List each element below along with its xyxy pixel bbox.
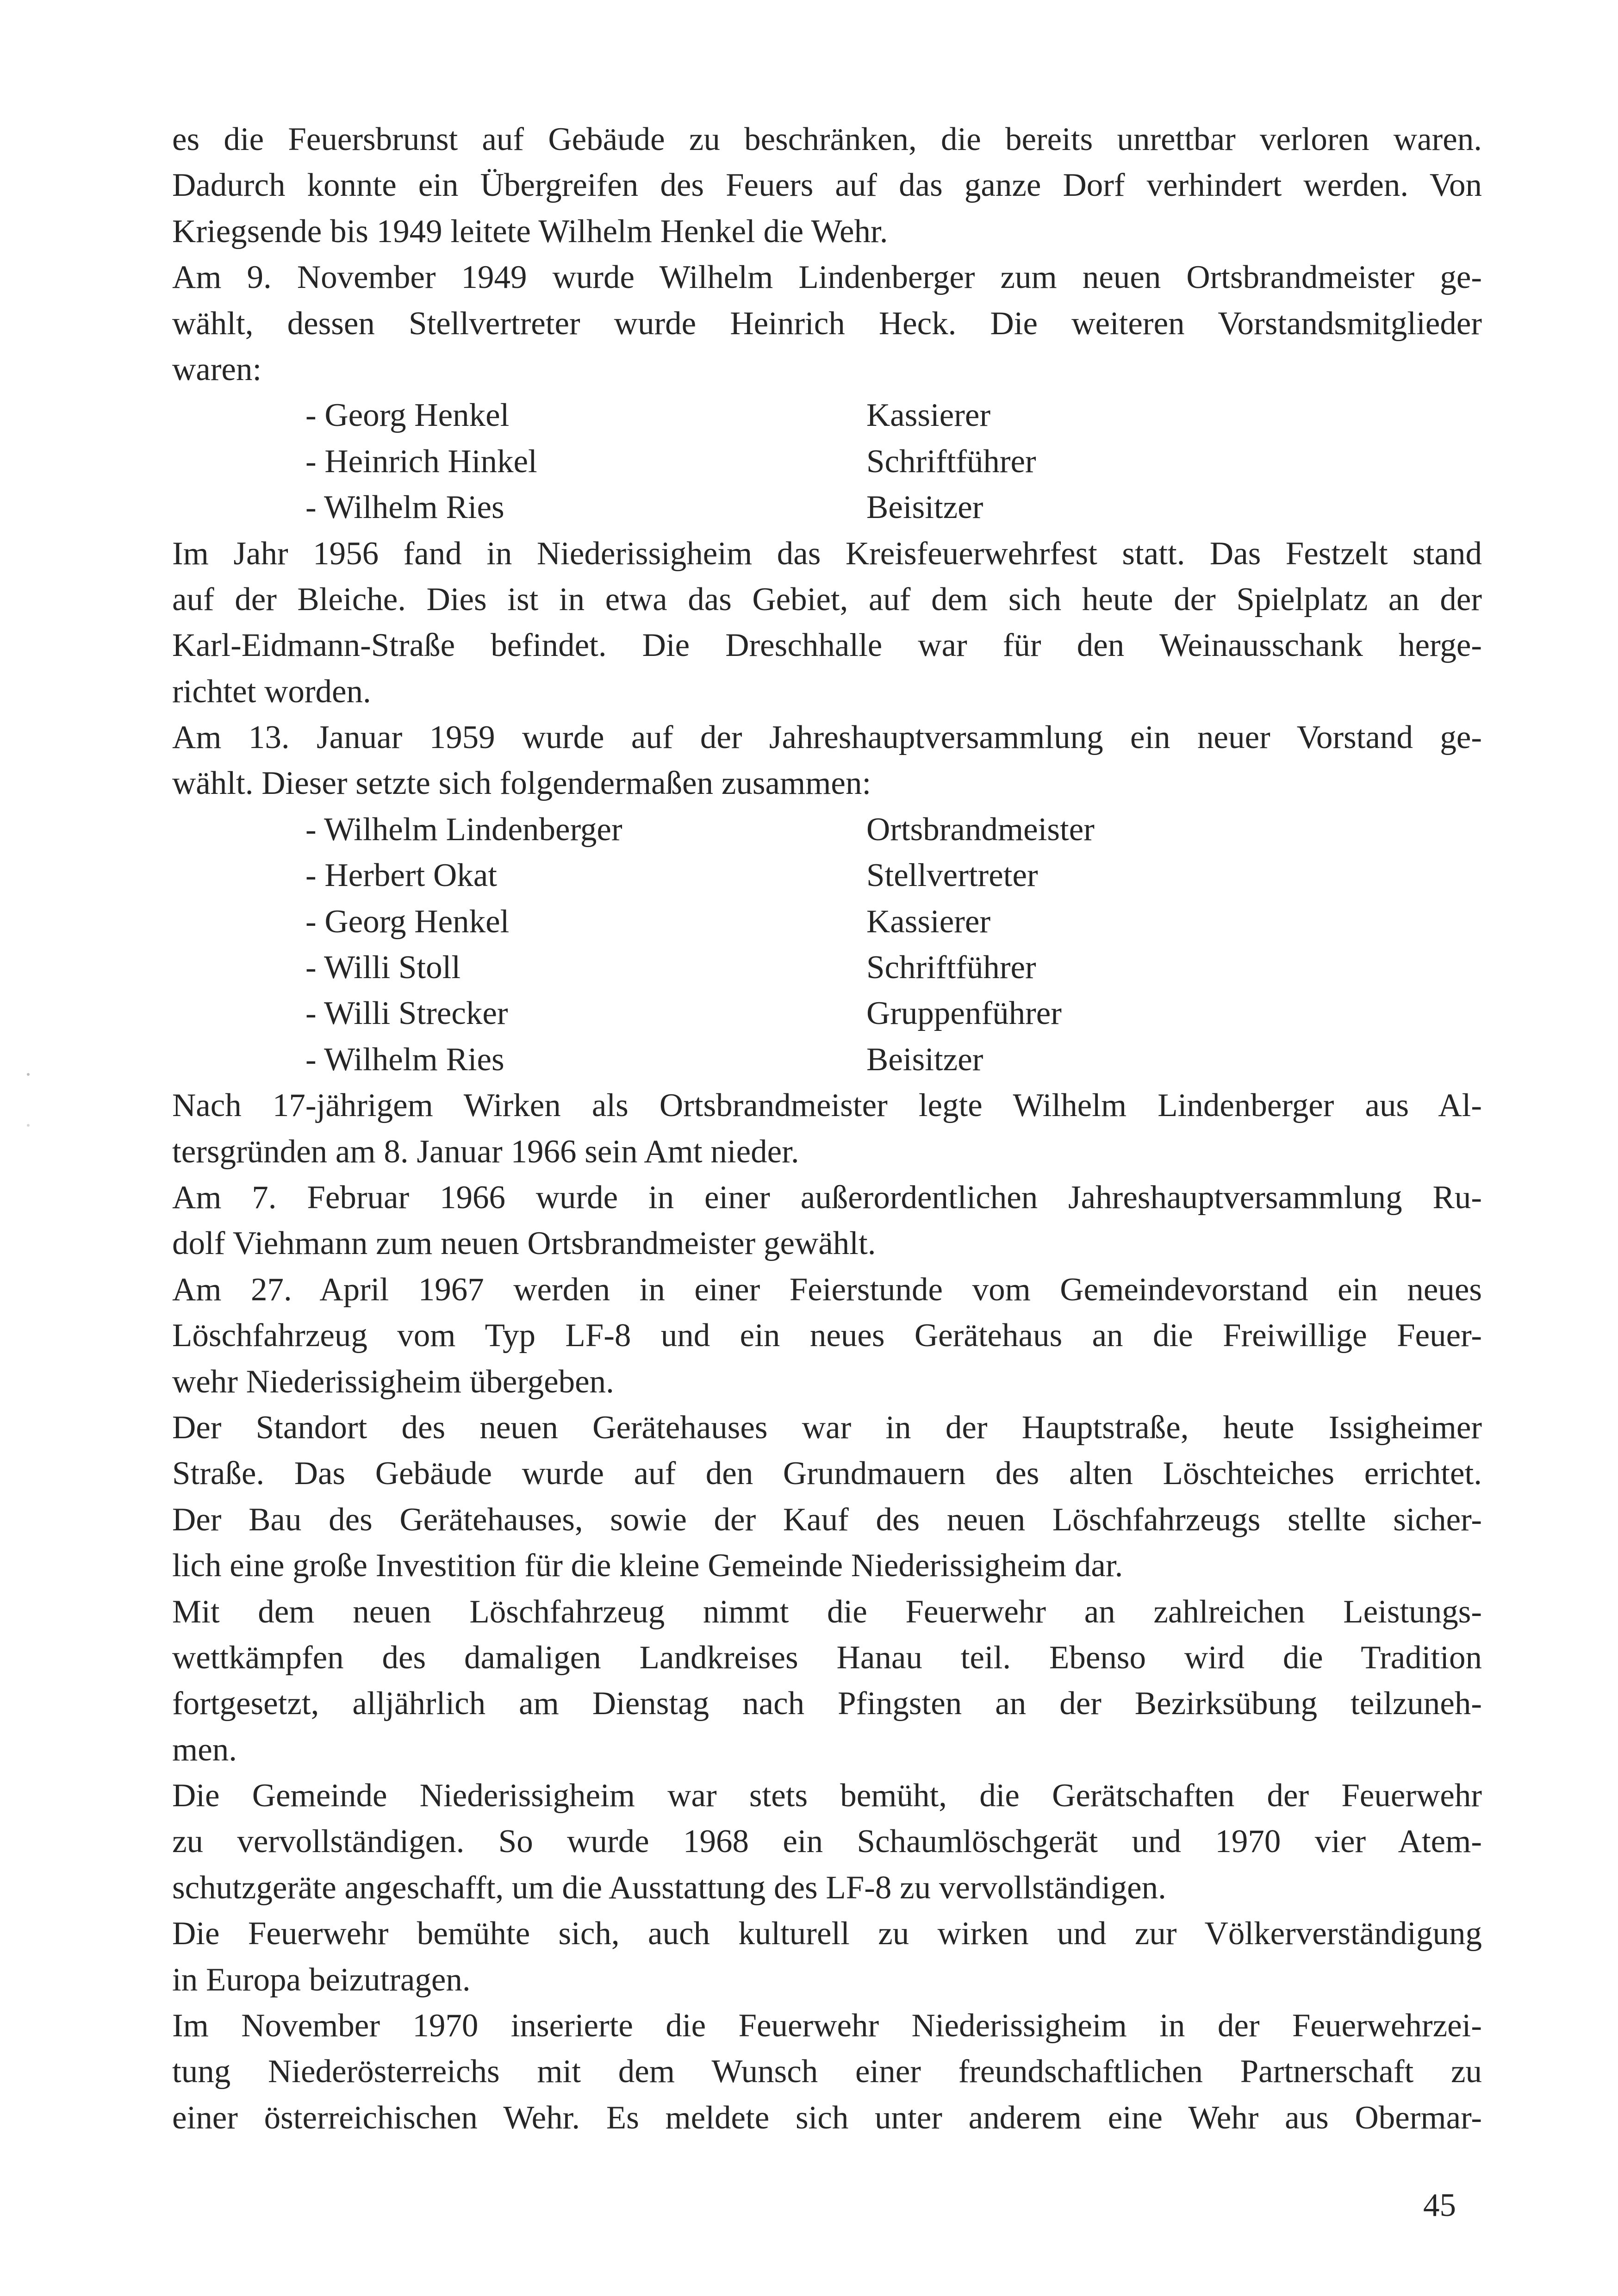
member-role: Gruppenführer bbox=[866, 995, 1062, 1032]
paragraph-block-1966-1970 bbox=[172, 1083, 1482, 2141]
text-line: Karl-Eidmann-Straße befindet. Die Dreschhalle war für den Weinausschank herge- bbox=[172, 627, 1482, 664]
member-name: - Herbert Okat bbox=[305, 857, 497, 894]
text-line: zu vervollständigen. So wurde 1968 ein Schaumlöschgerät und 1970 vier Atem- bbox=[172, 1823, 1482, 1860]
text-line: einer österreichischen Wehr. Es meldete sich unter anderem eine Wehr aus Obermar- bbox=[172, 2099, 1482, 2136]
text-line: tung Niederösterreichs mit dem Wunsch einer freundschaftlichen Partnerschaft zu bbox=[172, 2053, 1482, 2090]
member-name: - Wilhelm Ries bbox=[305, 489, 504, 526]
member-name: - Georg Henkel bbox=[305, 397, 510, 434]
member-role: Schriftführer bbox=[866, 443, 1036, 480]
text-line: in Europa beizutragen. bbox=[172, 1961, 471, 1998]
member-row bbox=[172, 899, 1482, 945]
member-role: Beisitzer bbox=[866, 1041, 983, 1078]
text-line: men. bbox=[172, 1731, 237, 1768]
text-line: Die Gemeinde Niederissigheim war stets bemüht, die Gerätschaften der Feuerwehr bbox=[172, 1778, 1482, 1814]
board-members-list-1959 bbox=[172, 807, 1482, 1083]
text-line: wehr Niederissigheim übergeben. bbox=[172, 1363, 614, 1400]
text-line: richtet worden. bbox=[172, 673, 371, 710]
text-line: Im Jahr 1956 fand in Niederissigheim das Kreisfeuerwehrfest statt. Das Festzelt stand bbox=[172, 535, 1482, 572]
board-members-list-1949 bbox=[172, 393, 1482, 530]
text-line: Der Bau des Gerätehauses, sowie der Kauf des neuen Löschfahrzeugs stellte sicher- bbox=[172, 1501, 1482, 1538]
member-row bbox=[172, 1037, 1482, 1083]
text-line: wählt. Dieser setzte sich folgendermaßen zusammen: bbox=[172, 765, 871, 802]
text-line: Kriegsende bis 1949 leitete Wilhelm Henkel die Wehr. bbox=[172, 213, 888, 250]
text-line: lich eine große Investition für die kleine Gemeinde Niederissigheim dar. bbox=[172, 1547, 1123, 1584]
text-line: Am 9. November 1949 wurde Wilhelm Lindenberger zum neuen Ortsbrandmeister ge- bbox=[172, 259, 1482, 296]
text-line: Löschfahrzeug vom Typ LF-8 und ein neues Gerätehaus an die Freiwillige Feuer- bbox=[172, 1317, 1482, 1354]
paragraph-block-1956-1959 bbox=[172, 531, 1482, 807]
member-role: Ortsbrandmeister bbox=[866, 811, 1095, 848]
member-row bbox=[172, 853, 1482, 898]
member-row bbox=[172, 807, 1482, 853]
text-line: Nach 17-jährigem Wirken als Ortsbrandmeister legte Wilhelm Lindenberger aus Al- bbox=[172, 1087, 1482, 1124]
member-row bbox=[172, 393, 1482, 438]
text-line: schutzgeräte angeschafft, um die Ausstattung des LF-8 zu vervollständigen. bbox=[172, 1869, 1166, 1906]
member-row bbox=[172, 439, 1482, 485]
text-line: wettkämpfen des damaligen Landkreises Hanau teil. Ebenso wird die Tradition bbox=[172, 1639, 1482, 1676]
member-name: - Wilhelm Lindenberger bbox=[305, 811, 622, 848]
member-role: Kassierer bbox=[866, 903, 991, 940]
member-row bbox=[172, 485, 1482, 530]
member-role: Kassierer bbox=[866, 397, 991, 434]
text-line: Im November 1970 inserierte die Feuerwehr Niederissigheim in der Feuerwehrzei- bbox=[172, 2008, 1482, 2044]
member-row bbox=[172, 945, 1482, 991]
text-line: Am 27. April 1967 werden in einer Feierstunde vom Gemeindevorstand ein neues bbox=[172, 1271, 1482, 1308]
text-line: auf der Bleiche. Dies ist in etwa das Gebiet, auf dem sich heute der Spielplatz an der bbox=[172, 581, 1482, 618]
member-row bbox=[172, 991, 1482, 1036]
text-line: wählt, dessen Stellvertreter wurde Heinrich Heck. Die weiteren Vorstandsmitglieder bbox=[172, 305, 1482, 342]
text-line: es die Feuersbrunst auf Gebäude zu beschränken, die bereits unrettbar verloren waren. bbox=[172, 121, 1482, 157]
paragraph-block-postwar bbox=[172, 117, 1482, 393]
scan-speck bbox=[27, 1124, 30, 1127]
member-role: Schriftführer bbox=[866, 949, 1036, 986]
text-line: Dadurch konnte ein Übergreifen des Feuers auf das ganze Dorf verhindert werden. Von bbox=[172, 167, 1482, 204]
text-line: dolf Viehmann zum neuen Ortsbrandmeister gewählt. bbox=[172, 1225, 876, 1262]
text-line: waren: bbox=[172, 351, 262, 387]
member-name: - Willi Strecker bbox=[305, 995, 508, 1032]
text-line: Die Feuerwehr bemühte sich, auch kulturell zu wirken und zur Völkerverständigung bbox=[172, 1915, 1482, 1952]
text-line: Am 13. Januar 1959 wurde auf der Jahreshauptversammlung ein neuer Vorstand ge- bbox=[172, 719, 1482, 756]
member-name: - Willi Stoll bbox=[305, 949, 461, 986]
member-role: Beisitzer bbox=[866, 489, 983, 526]
text-line: Straße. Das Gebäude wurde auf den Grundmauern des alten Löschteiches errichtet. bbox=[172, 1455, 1482, 1492]
member-name: - Wilhelm Ries bbox=[305, 1041, 504, 1078]
text-line: fortgesetzt, alljährlich am Dienstag nach Pfingsten an der Bezirksübung teilzuneh- bbox=[172, 1685, 1482, 1722]
text-line: Der Standort des neuen Gerätehauses war in der Hauptstraße, heute Issigheimer bbox=[172, 1409, 1482, 1446]
text-line: Mit dem neuen Löschfahrzeug nimmt die Feuerwehr an zahlreichen Leistungs- bbox=[172, 1593, 1482, 1630]
member-role: Stellvertreter bbox=[866, 857, 1038, 894]
scan-speck bbox=[27, 1073, 30, 1076]
member-name: - Georg Henkel bbox=[305, 903, 510, 940]
page-number: 45 bbox=[1423, 2187, 1456, 2223]
body-text bbox=[172, 117, 1482, 2141]
member-name: - Heinrich Hinkel bbox=[305, 443, 537, 480]
text-line: Am 7. Februar 1966 wurde in einer außerordentlichen Jahreshauptversammlung Ru- bbox=[172, 1179, 1482, 1216]
text-line: tersgründen am 8. Januar 1966 sein Amt nieder. bbox=[172, 1133, 799, 1170]
